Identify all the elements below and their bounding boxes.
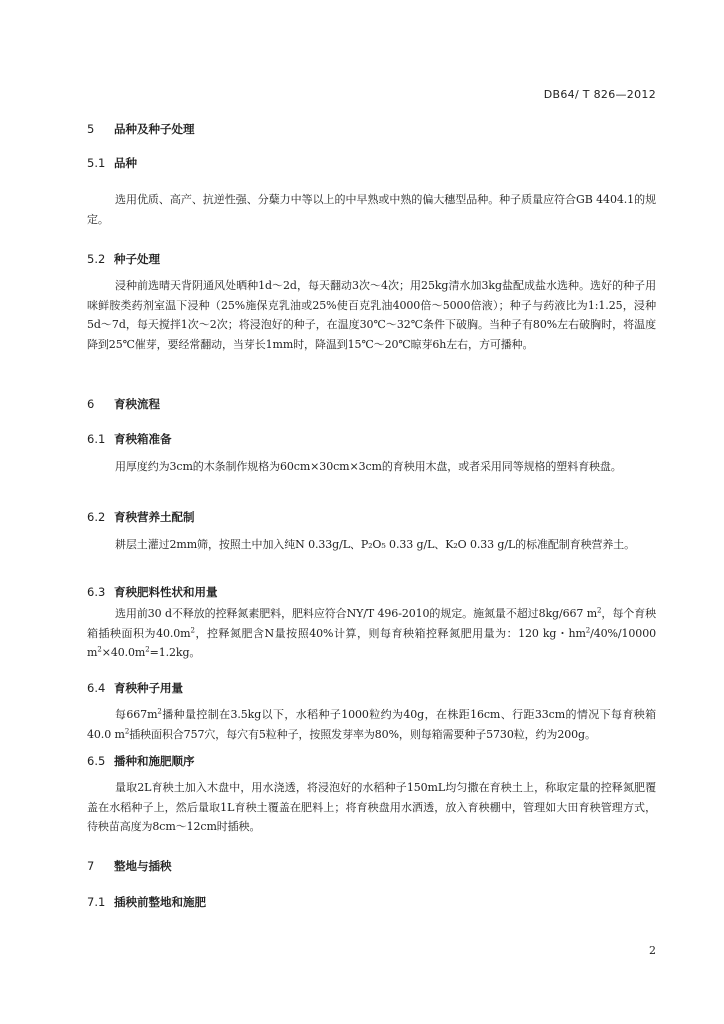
section-heading-5-1: 5.1 品种 bbox=[87, 156, 137, 170]
section-heading-6-3: 6.3 育秧肥料性状和用量 bbox=[87, 585, 218, 599]
paragraph-6-5: 量取2L育秧土加入木盘中，用水浇透，将浸泡好的水稻种子150mL均匀撒在育秧土上，称取定量的控释氮肥覆盖在水稻种子上，然后量取1L育秧土覆盖在肥料上；将育秧盘用水洒透，放入育秧棚中，管理如大田育秧管理方式，待秧苗高度为8cm～12cm时插秧。 bbox=[87, 781, 656, 833]
standard-code: DB64/ T 826—2012 bbox=[543, 88, 656, 101]
section-heading-6-4: 6.4 育秧种子用量 bbox=[87, 681, 183, 695]
paragraph-6-1: 用厚度约为3cm的木条制作规格为60cm×30cm×3cm的育秧用木盘，或者采用同等规格的塑料育秧盘。 bbox=[115, 460, 622, 473]
section-heading-6-2: 6.2 育秧营养土配制 bbox=[87, 510, 195, 524]
page-number: 2 bbox=[649, 944, 656, 957]
section-heading-7-1: 7.1 插秧前整地和施肥 bbox=[87, 895, 206, 909]
section-heading-6-5: 6.5 播种和施肥顺序 bbox=[87, 754, 195, 768]
section-heading-7: 7 整地与插秧 bbox=[87, 859, 172, 873]
section-heading-5: 5 品种及种子处理 bbox=[87, 122, 195, 136]
section-heading-6: 6 育秧流程 bbox=[87, 397, 160, 411]
section-heading-5-2: 5.2 种子处理 bbox=[87, 252, 160, 266]
paragraph-5-2: 浸种前选晴天背阴通风处晒种1d～2d，每天翻动3次～4次；用25kg清水加3kg盐配成盐水选种。选好的种子用咪鲜胺类药剂室温下浸种（25%施保克乳油或25%使百克乳油4000倍～5000倍液）；种子与药液比为1:1.25，浸种5d～7d，每天搅拌1次～2次；将浸泡好的种子，在温度30℃～32℃条件下破胸。当种子有80%左右破胸时，将温度降到25℃催芽，要经常翻动，当芽长1mm时，降温到15℃～20℃晾芽6h左右，方可播种。 bbox=[87, 279, 656, 351]
paragraph-6-2: 耕层土灌过2mm筛，按照土中加入纯N 0.33g/L、P₂O₅ 0.33 g/L、K₂O 0.33 g/L的标准配制育秧营养土。 bbox=[115, 538, 636, 551]
paragraph-6-4: 每$667m^2$播种量控制在3.5kg以下，水稻种子1000粒约为40g，在株距16cm、行距33cm的情况下每育秧箱40.0 $m^2$插秧面积合757穴，每穴有5粒种子，按照发芽率为80%，则每箱需要种子5730粒，约为200g。 bbox=[87, 707, 656, 741]
paragraph-6-3: 选用前30 d不释放的控释氮素肥料，肥料应符合NY/T 496-2010的规定。施氮量不超过8kg/667 $m^2$，每个育秧箱插秧面积为$40.0m^2$，控释氮肥含N量按照40%计算，则每育秧箱控释氮肥用量为：120 kg・$hm^2/40\%/10000$ $m^2\times 40.0m^2=1.2kg$。 bbox=[87, 606, 656, 659]
paragraph-5-1: 选用优质、高产、抗逆性强、分蘖力中等以上的中早熟或中熟的偏大穗型品种。种子质量应符合GB 4404.1的规定。 bbox=[87, 193, 656, 226]
section-heading-6-1: 6.1 育秧箱准备 bbox=[87, 432, 172, 446]
